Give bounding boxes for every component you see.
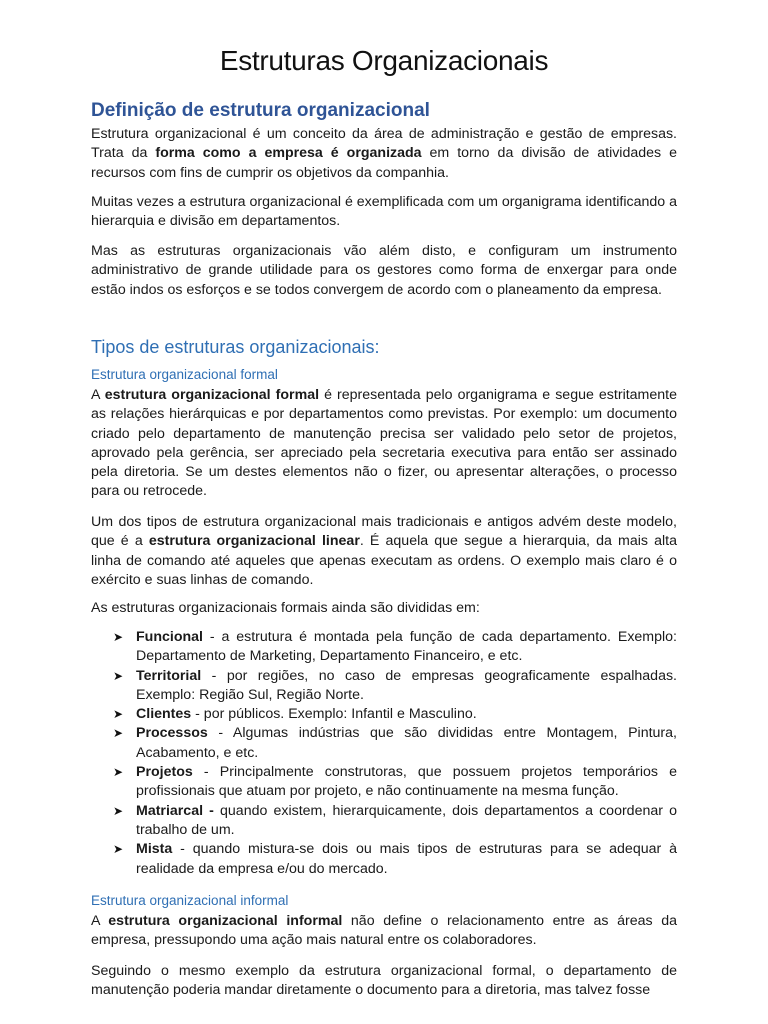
list-item-term: Matriarcal -: [136, 802, 214, 819]
list-item-term: Clientes: [136, 706, 192, 723]
subheading-informal: Estrutura organizacional informal: [91, 893, 289, 908]
paragraph-informal-2: Seguindo o mesmo exemplo da estrutura organizacional formal, o departamento de manutenção poderia mandar diretamente o documento para a diretoria, mas talvez fosse: [91, 963, 677, 999]
arrowhead-bullet-icon: ➤: [113, 668, 124, 683]
text-run: em torno da divisão de atividades e recursos com fins de cumprir os objetivos da companhia.: [91, 145, 677, 181]
text-run: é representada pelo organigrama e segue estritamente as relações hierárquicas e por departamentos como previstas. Por exemplo: um documento criado pelo departamento de manutenção precisa ser validado pelo setor de projetos, aprovado pela gerência, ser apreciado pela secretaria executiva para então ser assinado pela diretoria. Se um destes elementos não o fizer, ou apresentar alterações, o processo para ou retrocede.: [91, 387, 677, 500]
text-run: Estrutura organizacional é um conceito da área de administração e gestão de empresas. Trata da: [91, 126, 677, 162]
text-run: Um dos tipos de estrutura organizacional mais tradicionais e antigos advém deste modelo, que é a: [91, 514, 677, 550]
text-run: A: [91, 387, 105, 403]
list-item: [113, 667, 677, 706]
bold-text: forma como a empresa é organizada: [155, 145, 422, 162]
list-item: [113, 724, 677, 763]
list-item-desc: - por públicos. Exemplo: Infantil e Masculino.: [191, 706, 477, 723]
list-item-term: Processos: [136, 725, 208, 742]
paragraph-formal-3: As estruturas organizacionais formais ainda são divididas em:: [91, 600, 480, 616]
list-item-desc: - quando mistura-se dois ou mais tipos de estruturas para se adequar à realidade da empresa e/ou do mercado.: [136, 841, 677, 877]
text-run: não define o relacionamento entre as áreas da empresa, pressupondo uma ação mais natural entre os colaboradores.: [91, 913, 677, 949]
paragraph-informal-1: [91, 912, 677, 951]
bold-text: estrutura organizacional formal: [104, 387, 320, 403]
arrowhead-bullet-icon: ➤: [113, 765, 124, 780]
paragraph-formal-1: [91, 386, 677, 502]
section-heading-definicao: Definição de estrutura organizacional: [91, 100, 430, 121]
list-item-desc: - por regiões, no caso de empresas geograficamente espalhadas. Exemplo: Região Sul, Região Norte.: [136, 667, 677, 703]
list-item-term: Mista: [136, 841, 173, 858]
text-run: A: [91, 913, 109, 929]
arrowhead-bullet-icon: ➤: [113, 630, 124, 644]
subheading-formal: Estrutura organizacional formal: [91, 367, 278, 382]
bold-text: estrutura organizacional linear: [148, 533, 360, 550]
arrowhead-bullet-icon: ➤: [113, 803, 124, 818]
list-item: [113, 763, 677, 802]
paragraph-definicao-3: Mas as estruturas organizacionais vão além disto, e configuram um instrumento administrativo de grande utilidade para os gestores como forma de enxergar para onde estão indos os esforços e se todos convergem de acordo com o planeamento da empresa.: [91, 243, 677, 298]
list-item: [113, 705, 677, 724]
arrowhead-bullet-icon: ➤: [113, 842, 124, 857]
paragraph-definicao-1: [91, 125, 677, 183]
text-run: . É aquela que segue a hierarquia, da mais alta linha de comando até aqueles que apenas executam as ordens. O exemplo mais claro é o exército e suas linhas de comando.: [91, 533, 677, 588]
arrowhead-bullet-icon: ➤: [113, 707, 124, 722]
formal-types-list: [113, 628, 677, 879]
list-item-term: Territorial: [136, 667, 202, 684]
list-item-term: Funcional: [136, 629, 203, 645]
paragraph-definicao-2: Muitas vezes a estrutura organizacional é exemplificada com um organigrama identificando a hierarquia e divisão em departamentos.: [91, 194, 677, 230]
page-title: Estruturas Organizacionais: [219, 45, 549, 76]
section-heading-tipos: Tipos de estruturas organizacionais:: [91, 337, 380, 357]
list-item: [113, 840, 677, 879]
list-item-desc: - a estrutura é montada pela função de cada departamento. Exemplo: Departamento de Marketing, Departamento Financeiro, e etc.: [136, 629, 677, 665]
list-item-desc: quando existem, hierarquicamente, dois departamentos a coordenar o trabalho de um.: [136, 802, 677, 838]
bold-text: estrutura organizacional informal: [108, 913, 343, 929]
list-item: [113, 802, 677, 841]
list-item: [113, 628, 677, 667]
arrowhead-bullet-icon: ➤: [113, 726, 124, 741]
list-item-desc: - Principalmente construtoras, que possuem projetos temporários e profissionais que atuam por projeto, e não continuamente na mesma função.: [136, 764, 677, 800]
paragraph-formal-2: [91, 513, 677, 590]
list-item-desc: - Algumas indústrias que são divididas entre Montagem, Pintura, Acabamento, e etc.: [136, 725, 677, 761]
list-item-term: Projetos: [136, 764, 193, 781]
